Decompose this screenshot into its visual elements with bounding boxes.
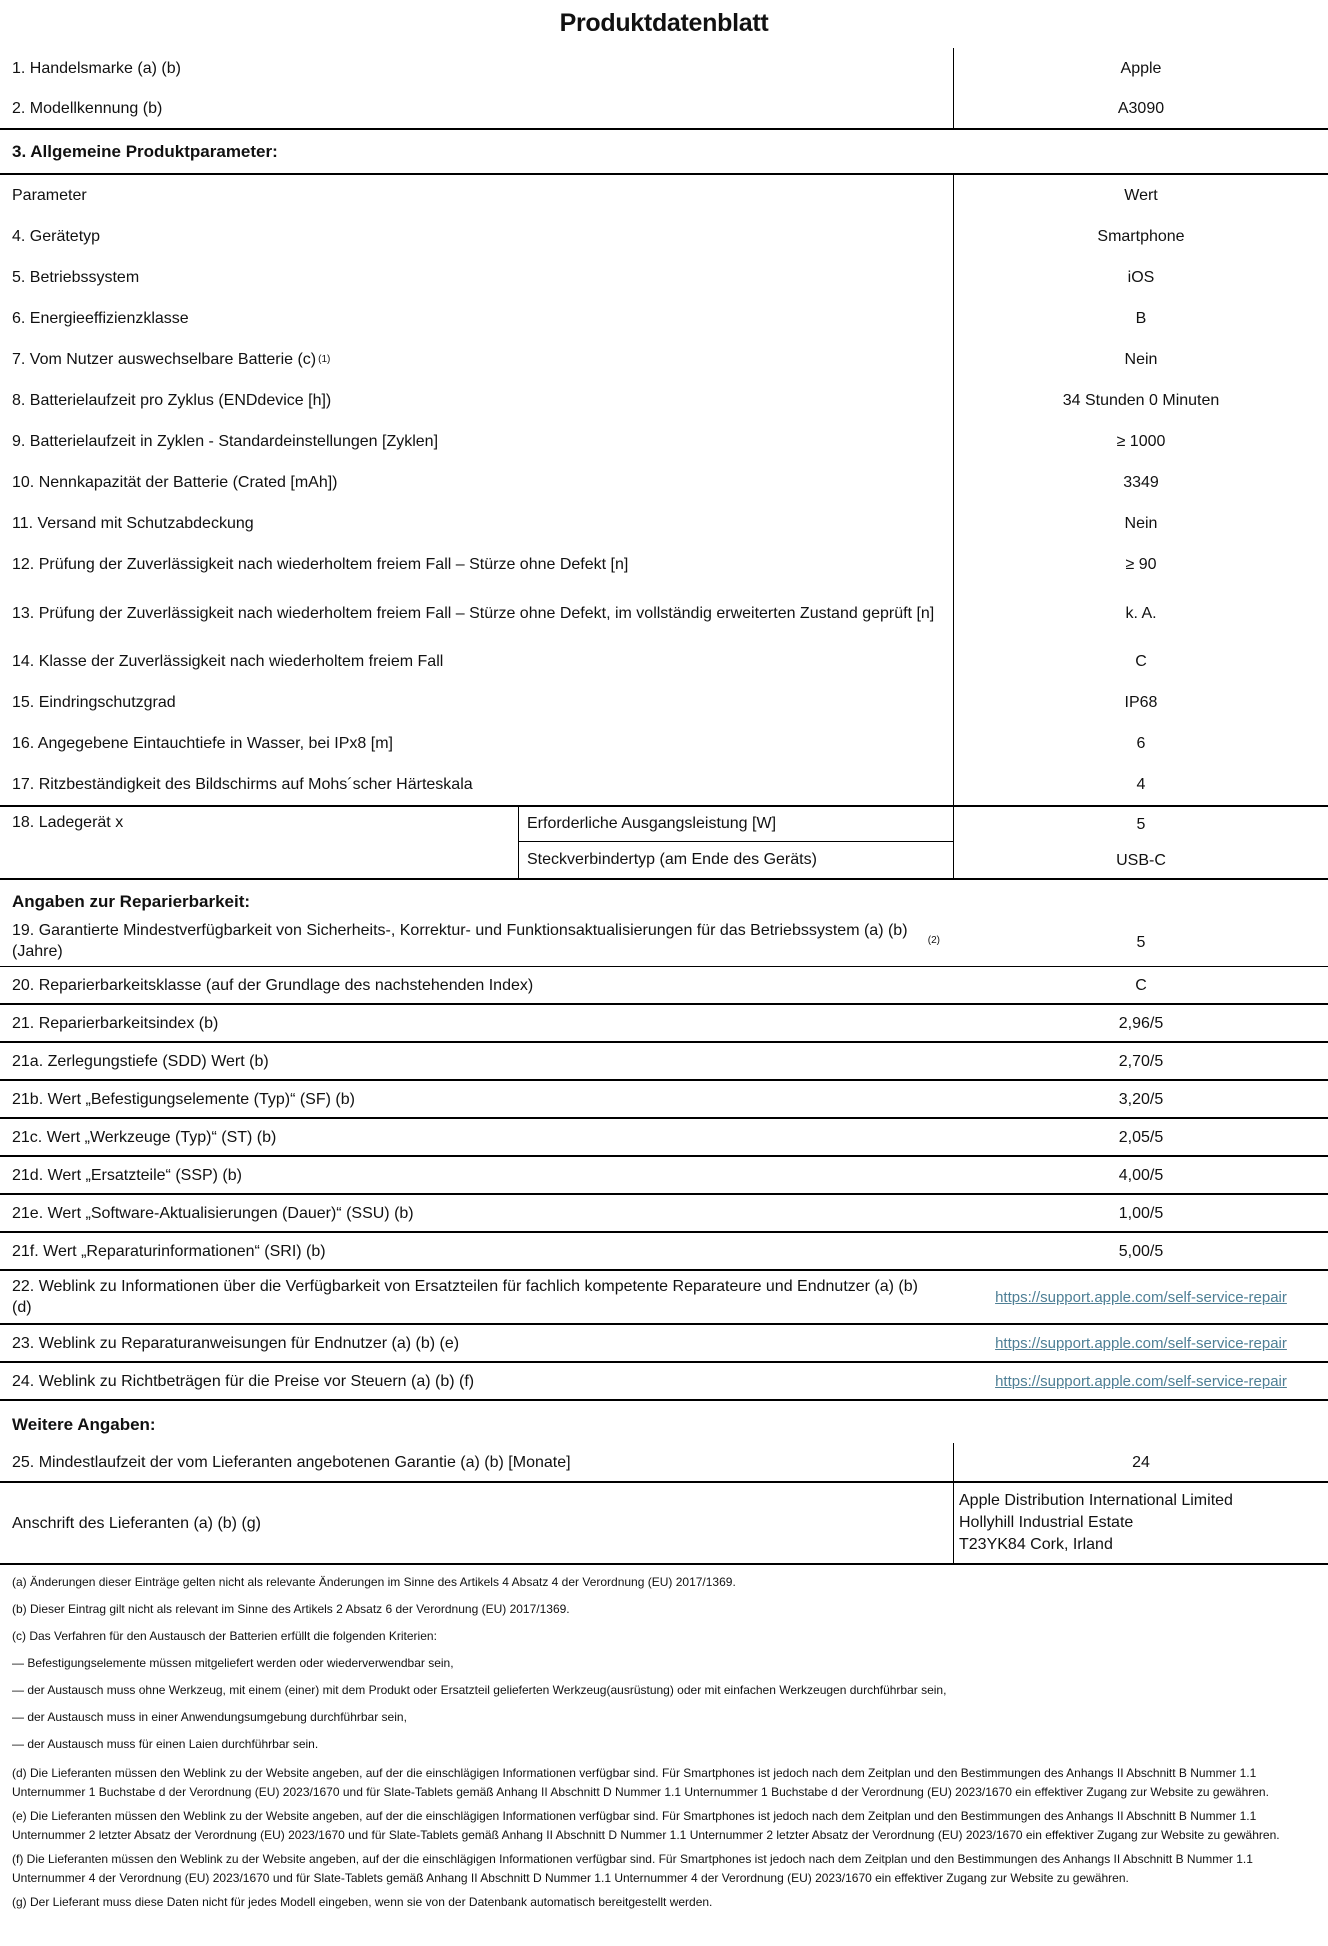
supplier-address <box>954 1483 1328 1563</box>
row-value: 5 <box>1136 933 1146 951</box>
row-value: Nein <box>1124 515 1158 532</box>
footnote-a: (a) Änderungen dieser Einträge gelten nicht als relevante Änderungen im Sinne des Artikels 4 Absatz 4 der Verordnung (EU) 2017/1369. <box>12 1575 736 1589</box>
charger-sub-labels <box>519 807 954 878</box>
table-row-handelsmarke <box>0 48 1328 88</box>
row-label: 7. Vom Nutzer auswechselbare Batterie (c) (1) <box>0 339 954 380</box>
row-label: 15. Eindringschutzgrad <box>0 682 954 723</box>
table-row-ersatzteile <box>0 1157 1328 1195</box>
section-heading-allgemeine-produktparameter: 3. Allgemeine Produktparameter: <box>0 130 1328 175</box>
table-row-anschrift-lieferant <box>0 1483 1328 1565</box>
address-line: T23YK84 Cork, Irland <box>959 1536 1113 1553</box>
row-value: A3090 <box>1117 99 1165 117</box>
row-label: 18. Ladegerät x <box>0 807 519 878</box>
table-row-ritzbestaendigkeit <box>0 764 1328 805</box>
footnote-c-criterion-3: — der Austausch muss in einer Anwendungsumgebung durchführbar sein, <box>12 1710 407 1724</box>
section-heading-weitere-angaben: Weitere Angaben: <box>12 1415 156 1434</box>
row-value: 2,70/5 <box>1118 1052 1164 1070</box>
address-line: Hollyhill Industrial Estate <box>959 1514 1134 1531</box>
identification-block <box>0 48 1328 130</box>
row-value: C <box>1135 653 1147 670</box>
row-value: 24 <box>1132 1453 1150 1471</box>
row-label: 21b. Wert „Befestigungselemente (Typ)“ (SF) (b) <box>12 1090 355 1108</box>
table-row-betriebssystem <box>0 257 1328 298</box>
row-label: 13. Prüfung der Zuverlässigkeit nach wiederholtem freiem Fall – Stürze ohne Defekt, im vollständig erweiterten Zustand geprüft [n] <box>0 585 954 641</box>
table-row-update-verfuegbarkeit <box>0 918 1328 967</box>
self-service-repair-link[interactable]: https://support.apple.com/self-service-repair <box>995 1334 1287 1352</box>
row-value: ≥ 1000 <box>1116 433 1166 450</box>
footnotes <box>0 1565 1328 1925</box>
row-label: 8. Batterielaufzeit pro Zyklus (ENDdevice [h]) <box>0 380 954 421</box>
row-value: 4,00/5 <box>1118 1166 1164 1184</box>
row-label: 9. Batterielaufzeit in Zyklen - Standardeinstellungen [Zyklen] <box>0 421 954 462</box>
supplier-address-lines <box>959 1487 1233 1559</box>
row-label: 21c. Wert „Werkzeuge (Typ)“ (ST) (b) <box>12 1128 277 1146</box>
table-row-weblink-ersatzteile <box>0 1271 1328 1325</box>
row-label: 24. Weblink zu Richtbeträgen für die Preise vor Steuern (a) (b) (f) <box>12 1372 475 1390</box>
row-value: B <box>1135 310 1147 327</box>
table-row-reparierbarkeitsklasse <box>0 967 1328 1005</box>
table-row-eindringschutzgrad <box>0 682 1328 723</box>
row-label: 25. Mindestlaufzeit der vom Lieferanten angebotenen Garantie (a) (b) [Monate] <box>0 1443 954 1481</box>
row-value: Nein <box>1124 351 1158 368</box>
row-label: 2. Modellkennung (b) <box>0 88 954 128</box>
column-header-parameter: Parameter <box>0 175 954 216</box>
table-row-eintauchtiefe <box>0 723 1328 764</box>
footnote-e: (e) Die Lieferanten müssen den Weblink zu der Website angeben, auf der die einschlägigen Informationen verfügbar sind. Für Smartphones ist jedoch nach dem Zeitplan und den Bestimmungen des Anhangs II Abschnitt B Nummer 1.1 Unternummer 2 letzter Absatz der Verordnung (EU) 2023/1670 und für Slate-Tablets gemäß Anhang II Abschnitt D Nummer 1.1 Unternummer 2 letzter Absatz der Verordnung (EU) 2023/1670 ein effektiver Zugang zur Website zu gewähren. <box>12 1809 1280 1842</box>
row-label: 10. Nennkapazität der Batterie (Crated [mAh]) <box>0 462 954 503</box>
table-row-geraetetyp <box>0 216 1328 257</box>
row-value <box>954 1271 1328 1323</box>
row-value <box>954 1363 1328 1399</box>
footnote-c-criterion-1: — Befestigungselemente müssen mitgeliefert werden oder wiederverwendbar sein, <box>12 1656 454 1670</box>
table-row-software-aktualisierungen <box>0 1195 1328 1233</box>
row-value: 2,05/5 <box>1118 1128 1164 1146</box>
row-label: 4. Gerätetyp <box>0 216 954 257</box>
sub-row-value: 5 <box>1136 816 1146 833</box>
row-label: 14. Klasse der Zuverlässigkeit nach wiederholtem freiem Fall <box>0 641 954 682</box>
row-value: Smartphone <box>1097 228 1185 245</box>
row-label: 1. Handelsmarke (a) (b) <box>0 48 954 88</box>
row-label: 21. Reparierbarkeitsindex (b) <box>12 1014 219 1032</box>
self-service-repair-link[interactable]: https://support.apple.com/self-service-repair <box>995 1372 1287 1390</box>
table-row-befestigungselemente <box>0 1081 1328 1119</box>
table-row-energieeffizienzklasse <box>0 298 1328 339</box>
table-row-garantie <box>0 1443 1328 1483</box>
row-label: 22. Weblink zu Informationen über die Verfügbarkeit von Ersatzteilen für fachlich kompetente Reparateure und Endnutzer (a) (b) (d) <box>12 1278 918 1316</box>
row-value: IP68 <box>1124 694 1158 711</box>
row-value <box>954 1325 1328 1361</box>
row-value: 4 <box>1136 776 1146 793</box>
footnote-b: (b) Dieser Eintrag gilt nicht als relevant im Sinne des Artikels 2 Absatz 6 der Verordnung (EU) 2017/1369. <box>12 1602 570 1616</box>
row-label: 21d. Wert „Ersatzteile“ (SSP) (b) <box>12 1166 242 1184</box>
row-value: k. A. <box>1125 604 1157 622</box>
row-label: 11. Versand mit Schutzabdeckung <box>0 503 954 544</box>
sub-row-label-steckverbindertyp: Steckverbindertyp (am Ende des Geräts) <box>527 850 817 868</box>
table-row-modellkennung <box>0 88 1328 128</box>
footnote-c-criterion-2: — der Austausch muss ohne Werkzeug, mit einem (einer) mit dem Produkt oder Ersatzteil gelieferten Werkzeug(ausrüstung) oder mit einfachen Werkzeugen durchführbar sein, <box>12 1683 947 1697</box>
row-label: 20. Reparierbarkeitsklasse (auf der Grundlage des nachstehenden Index) <box>12 976 534 994</box>
table-row-nennkapazitaet <box>0 462 1328 503</box>
table-row-weblink-reparaturanweisungen <box>0 1325 1328 1363</box>
self-service-repair-link[interactable]: https://support.apple.com/self-service-repair <box>995 1288 1287 1306</box>
table-row-fallpruefung <box>0 544 1328 585</box>
row-label: 21e. Wert „Software-Aktualisierungen (Dauer)“ (SSU) (b) <box>12 1204 414 1222</box>
charger-sub-values <box>954 807 1328 878</box>
row-label: 21a. Zerlegungstiefe (SDD) Wert (b) <box>12 1052 269 1070</box>
row-label: 5. Betriebssystem <box>0 257 954 298</box>
row-label: Anschrift des Lieferanten (a) (b) (g) <box>0 1483 954 1563</box>
table-row-batterielaufzeit-zyklen <box>0 421 1328 462</box>
table-row-schutzabdeckung <box>0 503 1328 544</box>
row-label: 17. Ritzbeständigkeit des Bildschirms auf Mohs´scher Härteskala <box>0 764 954 805</box>
table-row-werkzeuge <box>0 1119 1328 1157</box>
table-row-reparierbarkeitsindex <box>0 1005 1328 1043</box>
sub-row-label-ausgangsleistung: Erforderliche Ausgangsleistung [W] <box>519 807 953 842</box>
row-value: 3349 <box>1123 474 1159 491</box>
row-label: 19. Garantierte Mindestverfügbarkeit von Sicherheits-, Korrektur- und Funktionsaktualisierungen für das Betriebssystem (a) (b) (Jahre) (2) <box>12 922 940 960</box>
table-row-ladegeraet <box>0 805 1328 880</box>
row-value: 1,00/5 <box>1118 1204 1164 1222</box>
row-label: 6. Energieeffizienzklasse <box>0 298 954 339</box>
row-label: 23. Weblink zu Reparaturanweisungen für Endnutzer (a) (b) (e) <box>12 1334 460 1352</box>
footnote-g: (g) Der Lieferant muss diese Daten nicht für jedes Modell eingeben, wenn sie von der Datenbank automatisch bereitgestellt werden. <box>12 1895 713 1909</box>
table-row-auswechselbare-batterie <box>0 339 1328 380</box>
row-label-text: 19. Garantierte Mindestverfügbarkeit von Sicherheits-, Korrektur- und Funktionsaktualisierungen für das Betriebssystem (a) (b) (Jahre) <box>12 922 908 960</box>
row-value: 3,20/5 <box>1118 1090 1164 1108</box>
table-header-row <box>0 175 1328 216</box>
footnote-f: (f) Die Lieferanten müssen den Weblink zu der Website angeben, auf der die einschlägigen Informationen verfügbar sind. Für Smartphones ist jedoch nach dem Zeitplan und den Bestimmungen des Anhangs II Abschnitt B Nummer 1.1 Unternummer 4 der Verordnung (EU) 2023/1670 und für Slate-Tablets gemäß Anhang II Abschnitt D Nummer 1.1 Unternummer 4 der Verordnung (EU) 2023/1670 ein effektiver Zugang zur Website zu gewähren. <box>12 1852 1253 1885</box>
row-label: 21f. Wert „Reparaturinformationen“ (SRI) (b) <box>12 1242 326 1260</box>
row-value: C <box>1135 976 1147 994</box>
footnote-c-criterion-4: — der Austausch muss für einen Laien durchführbar sein. <box>12 1737 319 1751</box>
row-value: 5,00/5 <box>1118 1242 1164 1260</box>
page-title: Produktdatenblatt <box>559 9 769 37</box>
row-label-text: 7. Vom Nutzer auswechselbare Batterie (c) <box>12 351 317 368</box>
row-label: 12. Prüfung der Zuverlässigkeit nach wiederholtem freiem Fall – Stürze ohne Defekt [n] <box>0 544 954 585</box>
address-line: Apple Distribution International Limited <box>959 1492 1233 1509</box>
table-row-reparaturinformationen <box>0 1233 1328 1271</box>
section-heading-reparierbarkeit: Angaben zur Reparierbarkeit: <box>12 892 251 911</box>
table-row-zerlegungstiefe <box>0 1043 1328 1081</box>
table-row-weblink-richtbetraege <box>0 1363 1328 1401</box>
row-value: ≥ 90 <box>1125 556 1157 573</box>
row-value: 2,96/5 <box>1118 1014 1164 1032</box>
footnote-c: (c) Das Verfahren für den Austausch der Batterien erfüllt die folgenden Kriterien: <box>12 1629 437 1643</box>
table-row-fallpruefung-erweitert <box>0 585 1328 641</box>
table-row-batterielaufzeit-zyklus <box>0 380 1328 421</box>
row-value: 6 <box>1136 735 1146 752</box>
general-parameters-block <box>0 175 1328 880</box>
table-row-zuverlaessigkeitsklasse <box>0 641 1328 682</box>
footnote-d: (d) Die Lieferanten müssen den Weblink zu der Website angeben, auf der die einschlägigen Informationen verfügbar sind. Für Smartphones ist jedoch nach dem Zeitplan und den Bestimmungen des Anhangs II Abschnitt B Nummer 1.1 Unternummer 1 Buchstabe d der Verordnung (EU) 2023/1670 und für Slate-Tablets gemäß Anhang II Abschnitt D Nummer 1.1 Unternummer 1 Buchstabe d der Verordnung (EU) 2023/1670 ein effektiver Zugang zur Website zu gewähren. <box>12 1766 1269 1799</box>
row-value: Apple <box>1120 59 1162 77</box>
column-header-wert: Wert <box>1124 187 1158 204</box>
row-value: 34 Stunden 0 Minuten <box>1062 392 1220 409</box>
row-value: iOS <box>1127 269 1155 286</box>
row-label: 16. Angegebene Eintauchtiefe in Wasser, bei IPx8 [m] <box>0 723 954 764</box>
sub-row-value: USB-C <box>1116 851 1166 869</box>
